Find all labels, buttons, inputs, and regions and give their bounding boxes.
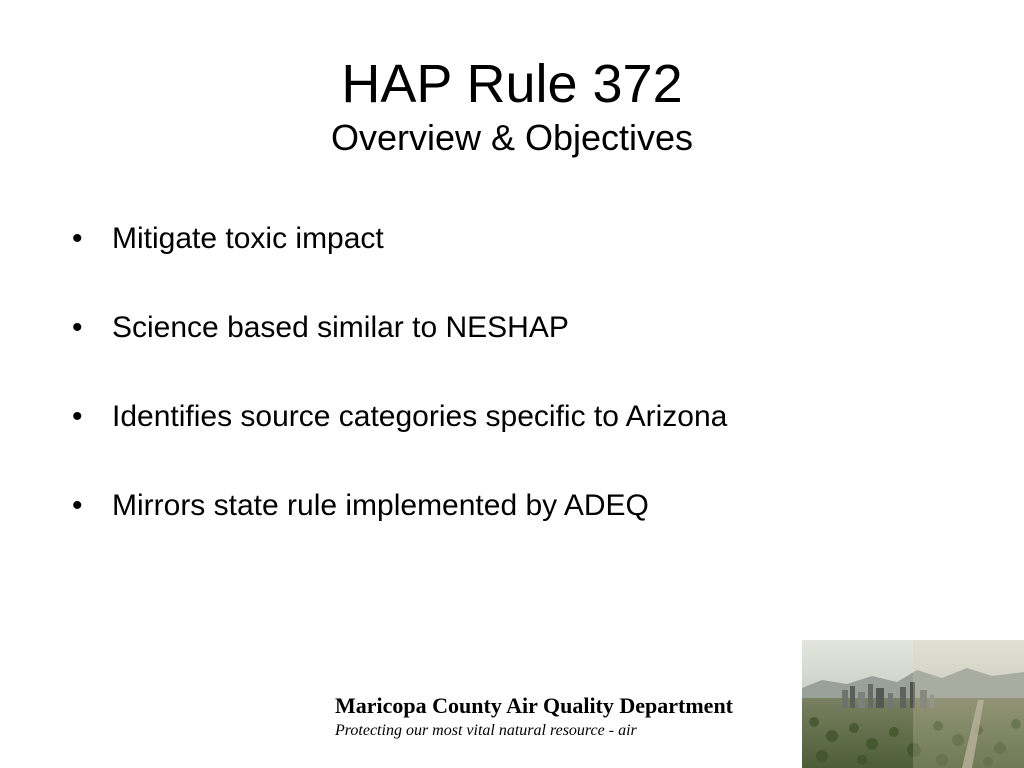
bullet-item [68, 311, 727, 400]
footer [335, 692, 733, 742]
bullet-list [68, 222, 727, 578]
bullet-text: Identifies source categories specific to Arizona [112, 400, 728, 433]
city-skyline-photo [802, 640, 1024, 768]
bullet-icon: • [72, 222, 83, 255]
title-block [0, 52, 1024, 160]
bullet-item [68, 222, 727, 311]
slide-subtitle: Overview & Objectives [330, 117, 694, 158]
department-tagline: Protecting our most vital natural resource - air [335, 722, 637, 739]
bullet-icon: • [72, 311, 83, 344]
bullet-item [68, 489, 727, 578]
skyline-image [802, 640, 1024, 768]
bullet-icon: • [72, 489, 83, 522]
bullet-icon: • [72, 400, 83, 433]
bullet-item [68, 400, 727, 489]
bullet-text: Mirrors state rule implemented by ADEQ [112, 489, 649, 522]
slide-title: HAP Rule 372 [341, 54, 683, 114]
bullet-text: Mitigate toxic impact [112, 222, 384, 255]
department-name: Maricopa County Air Quality Department [335, 693, 734, 718]
bullet-text: Science based similar to NESHAP [112, 311, 569, 344]
